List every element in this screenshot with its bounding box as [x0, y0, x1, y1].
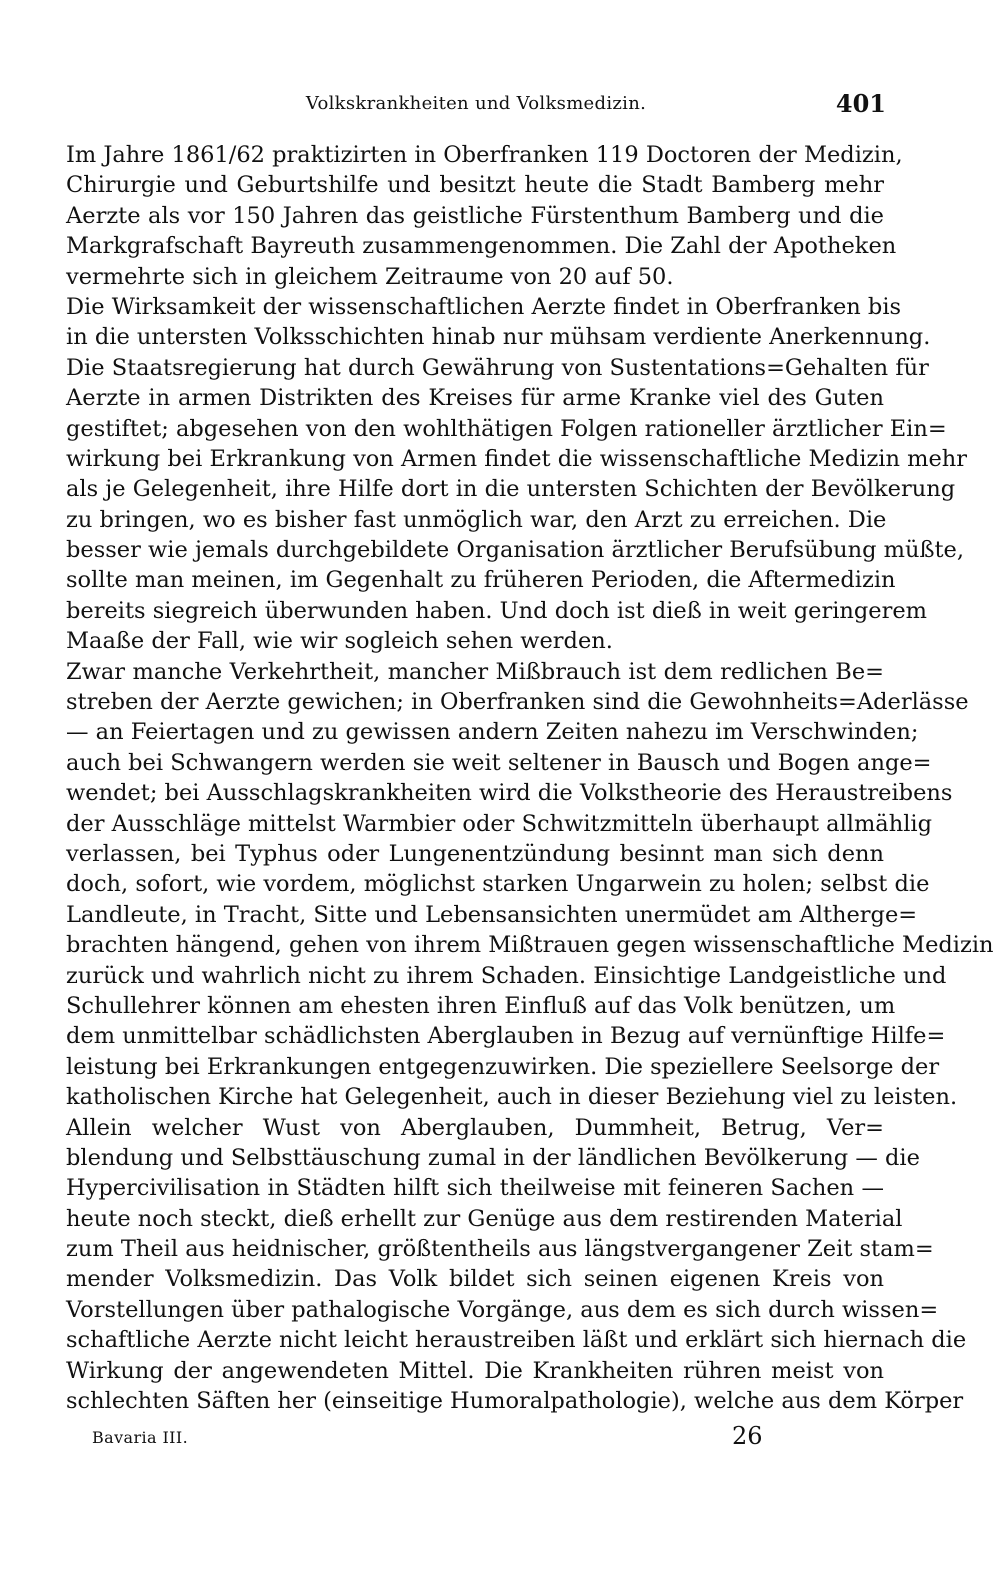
text-line: dem unmittelbar schädlichsten Aberglauben in Bezug auf vernünftige Hilfe=: [66, 1023, 946, 1050]
text-line: wirkung bei Erkrankung von Armen findet die wissenschaftliche Medizin mehr: [66, 445, 968, 472]
text-line: Maaße der Fall, wie wir sogleich sehen werden.: [66, 628, 613, 655]
text-line: als je Gelegenheit, ihre Hilfe dort in die untersten Schichten der Bevölkerung: [66, 476, 956, 503]
text-line: sollte man meinen, im Gegenhalt zu früheren Perioden, die Aftermedizin: [66, 567, 896, 594]
text-line: Landleute, in Tracht, Sitte und Lebensansichten unermüdet am Altherge=: [66, 901, 918, 928]
text-line: Hypercivilisation in Städten hilft sich theilweise mit feineren Sachen —: [66, 1175, 884, 1202]
text-line: bereits siegreich überwunden haben. Und doch ist dieß in weit geringerem: [66, 597, 928, 624]
text-line: zurück und wahrlich nicht zu ihrem Schaden. Einsichtige Landgeistliche und: [66, 962, 947, 989]
text-line: Die Wirksamkeit der wissenschaftlichen Aerzte findet in Oberfranken bis: [66, 293, 902, 320]
text-line: schlechten Säften her (einseitige Humoralpathologie), welche aus dem Körper: [66, 1388, 964, 1415]
text-line: leistung bei Erkrankungen entgegenzuwirken. Die speziellere Seelsorge der: [66, 1053, 940, 1080]
text-line: auch bei Schwangern werden sie weit seltener in Bausch und Bogen ange=: [66, 749, 932, 776]
text-line: zu bringen, wo es bisher fast unmöglich war, den Arzt zu erreichen. Die: [66, 506, 887, 533]
text-line: — an Feiertagen und zu gewissen andern Zeiten nahezu im Verschwinden;: [66, 719, 919, 746]
text-line: Aerzte in armen Distrikten des Kreises für arme Kranke viel des Guten: [66, 385, 884, 412]
text-line: Die Staatsregierung hat durch Gewährung von Sustentations=Gehalten für: [66, 354, 929, 381]
running-title: Volkskrankheiten und Volksmedizin.: [305, 93, 647, 114]
text-line: Schullehrer können am ehesten ihren Einfluß auf das Volk benützen, um: [66, 992, 896, 1019]
text-line: Zwar manche Verkehrtheit, mancher Mißbrauch ist dem redlichen Be=: [66, 658, 884, 685]
signature-mark: Bavaria III.: [92, 1428, 189, 1447]
text-line: Vorstellungen über pathalogische Vorgänge, aus dem es sich durch wissen=: [66, 1296, 939, 1323]
text-line: heute noch steckt, dieß erhellt zur Genüge aus dem restirenden Material: [66, 1205, 903, 1232]
text-line: Im Jahre 1861/62 praktizirten in Oberfranken 119 Doctoren der Medizin,: [66, 142, 903, 168]
text-line: besser wie jemals durchgebildete Organisation ärztlicher Berufsübung müßte,: [66, 537, 965, 564]
running-header: [66, 89, 886, 124]
text-line: schaftliche Aerzte nicht leicht heraustreiben läßt und erklärt sich hiernach die: [66, 1327, 967, 1354]
text-line: gestiftet; abgesehen von den wohlthätigen Folgen rationeller ärztlicher Ein=: [66, 415, 947, 442]
text-line: Allein welcher Wust von Aberglauben, Dummheit, Betrug, Ver=: [66, 1114, 884, 1141]
text-line: Aerzte als vor 150 Jahren das geistliche Fürstenthum Bamberg und die: [66, 202, 884, 229]
text-line: vermehrte sich in gleichem Zeitraume von 20 auf 50.: [66, 263, 674, 290]
text-line: wendet; bei Ausschlagskrankheiten wird die Volkstheorie des Heraustreibens: [66, 780, 953, 807]
text-line: katholischen Kirche hat Gelegenheit, auch in dieser Beziehung viel zu leisten.: [66, 1084, 958, 1111]
text-line: Markgrafschaft Bayreuth zusammengenommen. Die Zahl der Apotheken: [66, 233, 897, 260]
text-line: Wirkung der angewendeten Mittel. Die Krankheiten rühren meist von: [66, 1357, 884, 1384]
text-line: Chirurgie und Geburtshilfe und besitzt heute die Stadt Bamberg mehr: [66, 172, 884, 199]
text-line: doch, sofort, wie vordem, möglichst starken Ungarwein zu holen; selbst die: [66, 871, 930, 898]
body-text: [66, 140, 994, 1416]
sheet-number: 26: [732, 1422, 763, 1450]
text-line: mender Volksmedizin. Das Volk bildet sich seinen eigenen Kreis von: [66, 1266, 884, 1293]
text-line: brachten hängend, gehen von ihrem Mißtrauen gegen wissenschaftliche Medizin: [66, 932, 994, 959]
page-footer: [92, 1422, 792, 1462]
text-line: verlassen, bei Typhus oder Lungenentzündung besinnt man sich denn: [66, 840, 884, 867]
text-line: blendung und Selbsttäuschung zumal in der ländlichen Bevölkerung — die: [66, 1144, 920, 1171]
text-line: der Ausschläge mittelst Warmbier oder Schwitzmitteln überhaupt allmählig: [66, 810, 932, 837]
page-number: 401: [835, 89, 886, 118]
text-line: zum Theil aus heidnischer, größtentheils aus längstvergangener Zeit stam=: [66, 1236, 934, 1263]
text-line: streben der Aerzte gewichen; in Oberfranken sind die Gewohnheits=Aderlässe: [66, 689, 969, 716]
text-line: in die untersten Volksschichten hinab nur mühsam verdiente Anerkennung.: [66, 324, 931, 351]
